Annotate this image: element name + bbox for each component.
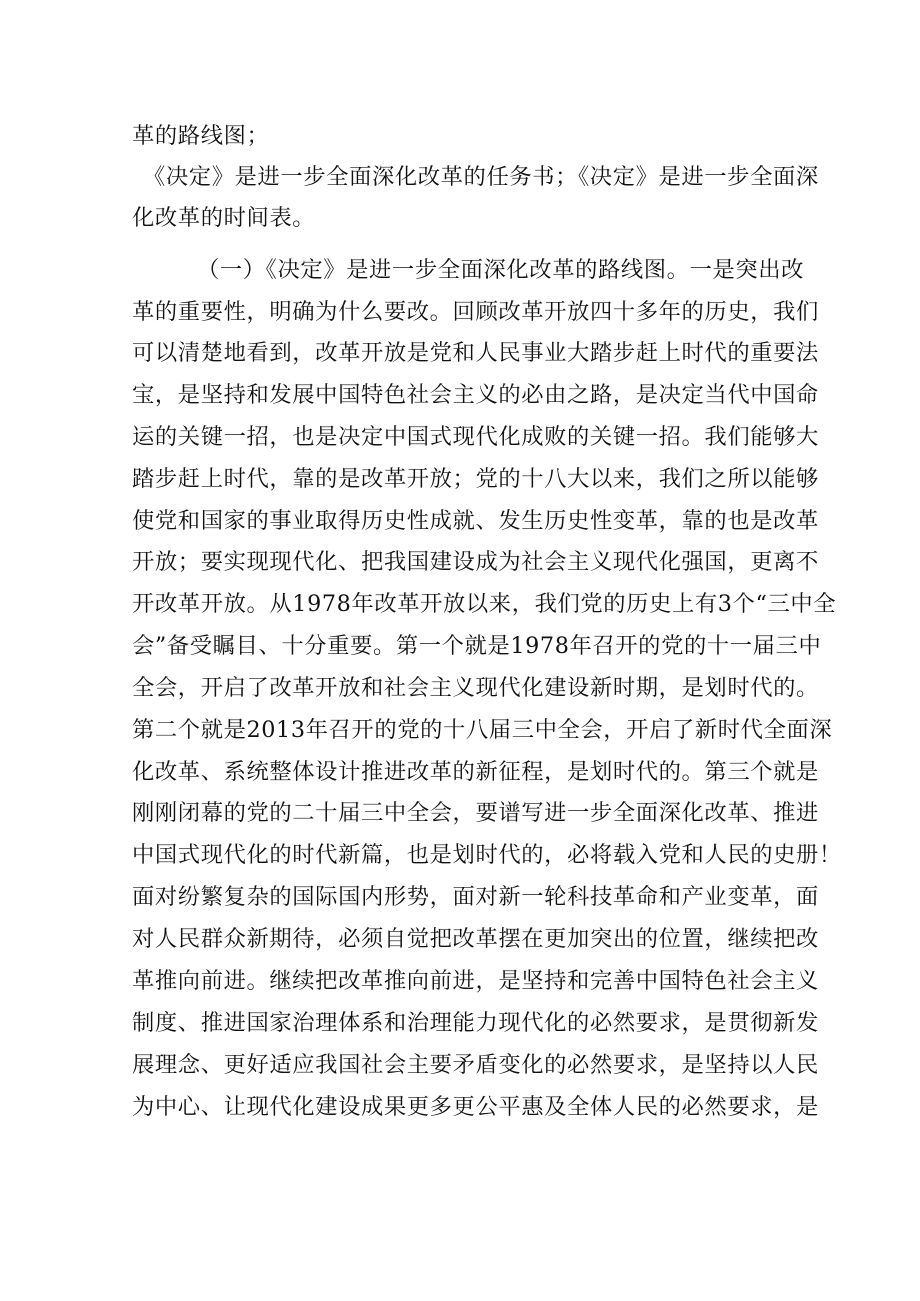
text-line: 展理念、更好适应我国社会主要矛盾变化的必然要求，是坚持以人民 [132, 1052, 819, 1078]
text-line: 开改革开放。从1978年改革开放以来，我们党的历史上有3个“三中全 [132, 591, 837, 617]
text-line: 运的关键一招，也是决定中国式现代化成败的关键一招。我们能够大 [132, 424, 819, 450]
text-line: 革的重要性，明确为什么要改。回顾改革开放四十多年的历史，我们 [132, 299, 819, 325]
text-line: （一）《决定》是进一步全面深化改革的路线图。一是突出改 [197, 257, 805, 283]
text-line: 宝，是坚持和发展中国特色社会主义的必由之路，是决定当代中国命 [132, 382, 819, 408]
text-line: 可以清楚地看到，改革开放是党和人民事业大踏步赶上时代的重要法 [132, 340, 819, 366]
text-line: 中国式现代化的时代新篇，也是划时代的，必将载入党和人民的史册！ [132, 842, 842, 868]
text-line: 开放；要实现现代化、把我国建设成为社会主义现代化强国，更离不 [132, 549, 819, 575]
text-line: 会”备受瞩目、十分重要。第一个就是1978年召开的党的十一届三中 [132, 633, 822, 659]
text-line: 《决定》是进一步全面深化改革的任务书；《决定》是进一步全面深 [143, 164, 819, 190]
text-line: 革的路线图； [132, 123, 270, 149]
text-line: 使党和国家的事业取得历史性成就、发生历史性变革，靠的也是改革 [132, 508, 819, 534]
text-line: 为中心、让现代化建设成果更多更公平惠及全体人民的必然要求，是 [132, 1094, 819, 1120]
text-line: 第二个就是2013年召开的党的十八届三中全会，开启了新时代全面深 [132, 717, 833, 743]
text-line: 制度、推进国家治理体系和治理能力现代化的必然要求，是贯彻新发 [132, 1010, 819, 1036]
text-line: 全会，开启了改革开放和社会主义现代化建设新时期，是划时代的。 [132, 675, 819, 701]
text-line: 刚刚闭幕的党的二十届三中全会，要谱写进一步全面深化改革、推进 [132, 800, 819, 826]
text-line: 化改革、系统整体设计推进改革的新征程，是划时代的。第三个就是 [132, 759, 819, 785]
text-line: 对人民群众新期待，必须自觉把改革摆在更加突出的位置，继续把改 [132, 926, 819, 952]
text-line: 化改革的时间表。 [132, 205, 316, 231]
text-line: 革推向前进。继续把改革推向前进，是坚持和完善中国特色社会主义 [132, 968, 819, 994]
text-line: 面对纷繁复杂的国际国内形势，面对新一轮科技革命和产业变革，面 [132, 884, 819, 910]
text-line: 踏步赶上时代，靠的是改革开放；党的十八大以来，我们之所以能够 [132, 466, 819, 492]
